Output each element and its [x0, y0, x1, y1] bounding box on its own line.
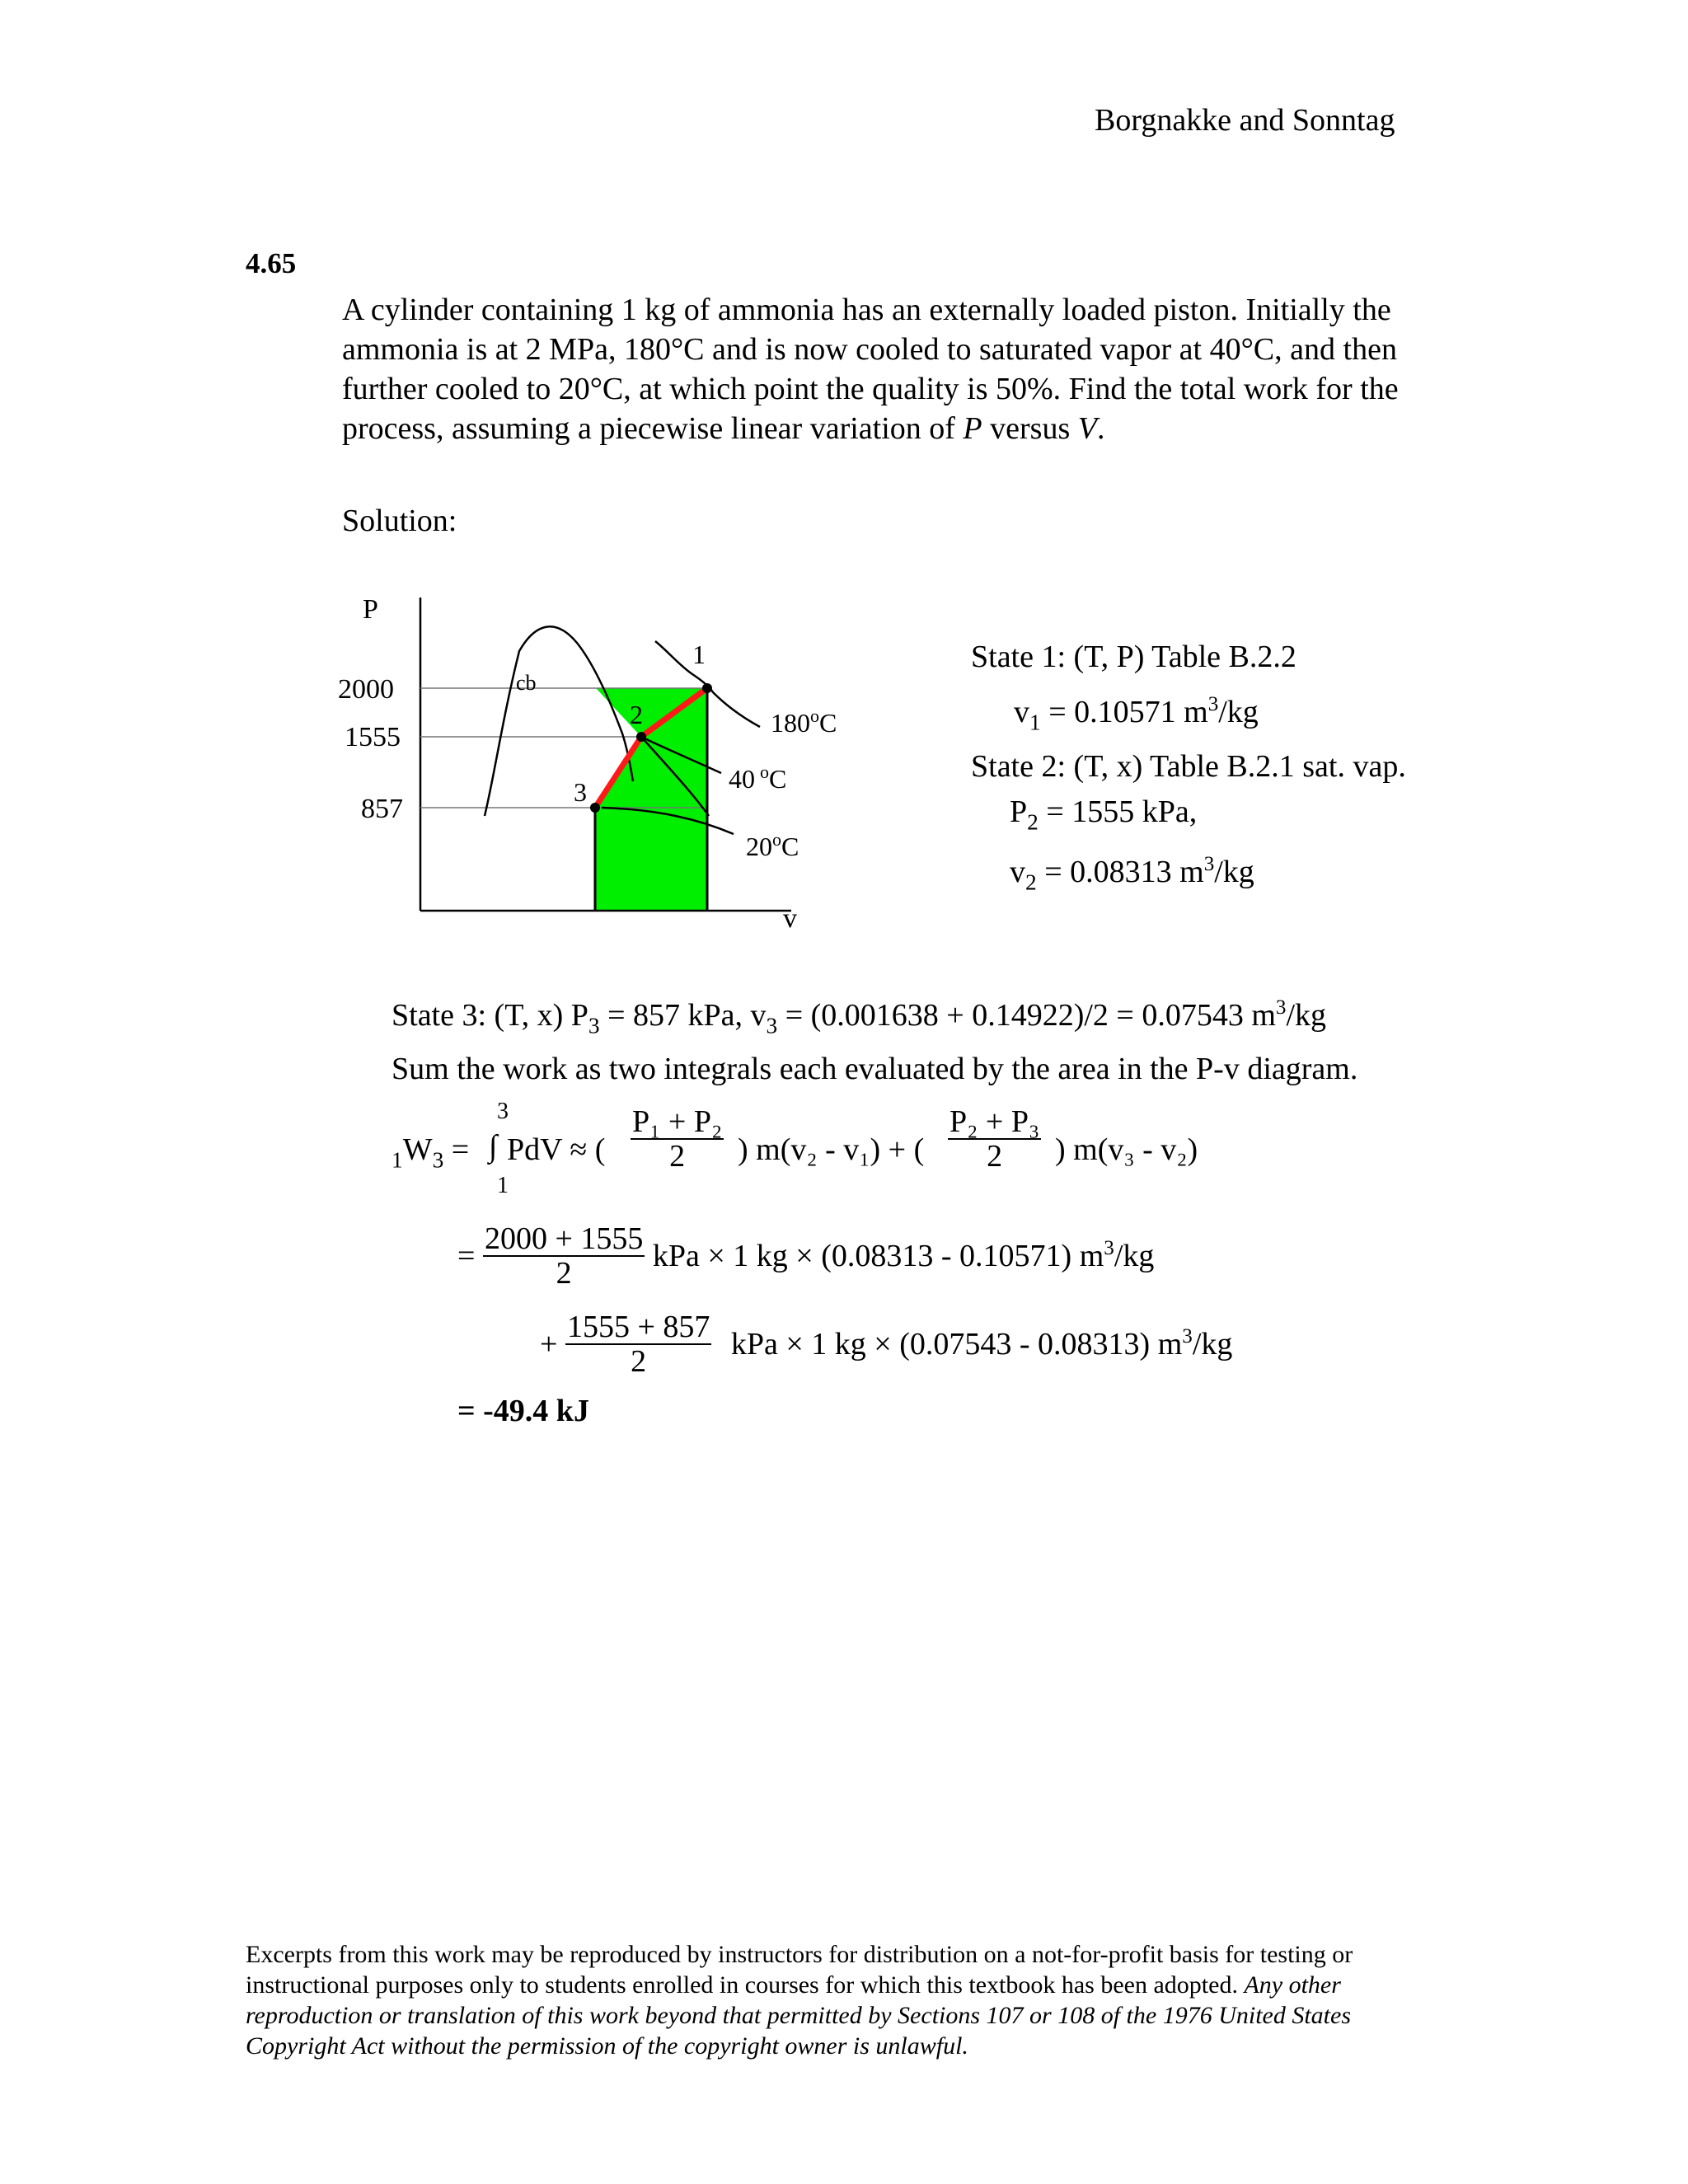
- problem-text-versus: versus: [982, 411, 1078, 446]
- state-point-3: [590, 803, 600, 813]
- axis-label-p: P: [363, 594, 378, 625]
- fraction-2000-1555: $\frac{2000 + 1555}{2}$: [484, 1221, 644, 1291]
- state-1-volume: $v_1 = 0.10571$ $m^3/kg$: [1014, 693, 1259, 735]
- state-2-title: State 2: (T, x) Table B.2.1 sat. vap.: [971, 749, 1406, 784]
- term-1: ) m(v₂ - v₁) + (: [738, 1132, 925, 1167]
- tick-2000: 2000: [338, 674, 394, 705]
- work-symbol: $_1W_3$ =: [392, 1132, 470, 1173]
- label-cb: cb: [516, 671, 537, 695]
- calc-line-2: + $\frac{1555 + 857}{2}$ kPa × 1 kg × (0.07543 - 0.08313) $m^3/kg$: [540, 1310, 1233, 1379]
- copyright-footer: Excerpts from this work may be reproduced by instructors for distribution on a not-for-profit basis for testing or instructional purposes only to students enrolled in courses for which this textbook has been adopted. Any other reproduction or translation of this work beyond that permitted by Sections 107 or 108 of the 1976 United States Copyright Act without the permission of the copyright owner is unlawful.: [246, 1941, 1353, 2060]
- tick-1555: 1555: [345, 722, 401, 752]
- state-1-title: State 1: (T, P) Table B.2.2: [971, 640, 1296, 674]
- solution-label: Solution:: [342, 504, 457, 538]
- label-state-1: 1: [692, 640, 706, 669]
- integral-sign: ∫: [489, 1129, 498, 1164]
- label-40c: 40 $^o$C: [729, 762, 787, 794]
- term-2: ) m(v₃ - v₂): [1055, 1132, 1198, 1167]
- state-point-1: [702, 683, 712, 693]
- result: = -49.4 kJ: [457, 1394, 589, 1428]
- label-20c: 20$^o$C: [746, 829, 799, 861]
- fraction-p2-p3: $\frac{\text{P₂ + P₃}}{2}$: [950, 1104, 1040, 1174]
- fraction-p1-p2: $\frac{\text{P₁ + P₂}}{2}$: [632, 1104, 723, 1174]
- problem-text-end: .: [1096, 411, 1105, 446]
- state-2-volume: $v_2 = 0.08313$ $m^3/kg$: [1010, 853, 1254, 895]
- state-3-line: State 3: (T, x) $P_3 = 857$ kPa, $v_3 = (0.001638 + 0.14922)/2 = 0.07543$ $m^3/kg$: [392, 996, 1327, 1038]
- problem-statement: [342, 290, 1479, 448]
- header-author: Borgnakke and Sonntag: [1095, 103, 1395, 138]
- var-p: P: [963, 411, 982, 446]
- integral-lower-limit: 1: [497, 1173, 509, 1198]
- problem-number: 4.65: [246, 247, 297, 279]
- calc-line-1: = $\frac{2000 + 1555}{2}$ kPa × 1 kg × (0.08313 - 0.10571) $m^3/kg$: [457, 1221, 1155, 1291]
- integral-body: PdV ≈ (: [507, 1132, 606, 1167]
- state-2-pressure: $P_2 = 1555$ kPa,: [1010, 794, 1198, 835]
- fraction-1555-857: $\frac{1555 + 857}{2}$: [566, 1310, 710, 1379]
- label-180c: 180$^o$C: [771, 705, 837, 738]
- label-state-3: 3: [574, 777, 587, 807]
- pv-diagram: [330, 577, 874, 940]
- axis-label-v: v: [783, 903, 797, 934]
- tick-857: 857: [361, 794, 403, 824]
- var-v: V: [1077, 411, 1097, 446]
- sum-work-text: Sum the work as two integrals each evaluated by the area in the P-v diagram.: [392, 1052, 1358, 1086]
- integral-upper-limit: 3: [497, 1099, 509, 1124]
- state-point-2: [636, 732, 646, 742]
- problem-text: A cylinder containing 1 kg of ammonia has an externally loaded piston. Initially the ammonia is at 2 MPa, 180°C and is now cooled to saturated vapor at 40°C, and then further cooled to 20°C, at which point the quality is 50%. Find the total work for the process, assuming a piecewise linear variation of: [342, 293, 1399, 446]
- label-state-2: 2: [630, 700, 643, 729]
